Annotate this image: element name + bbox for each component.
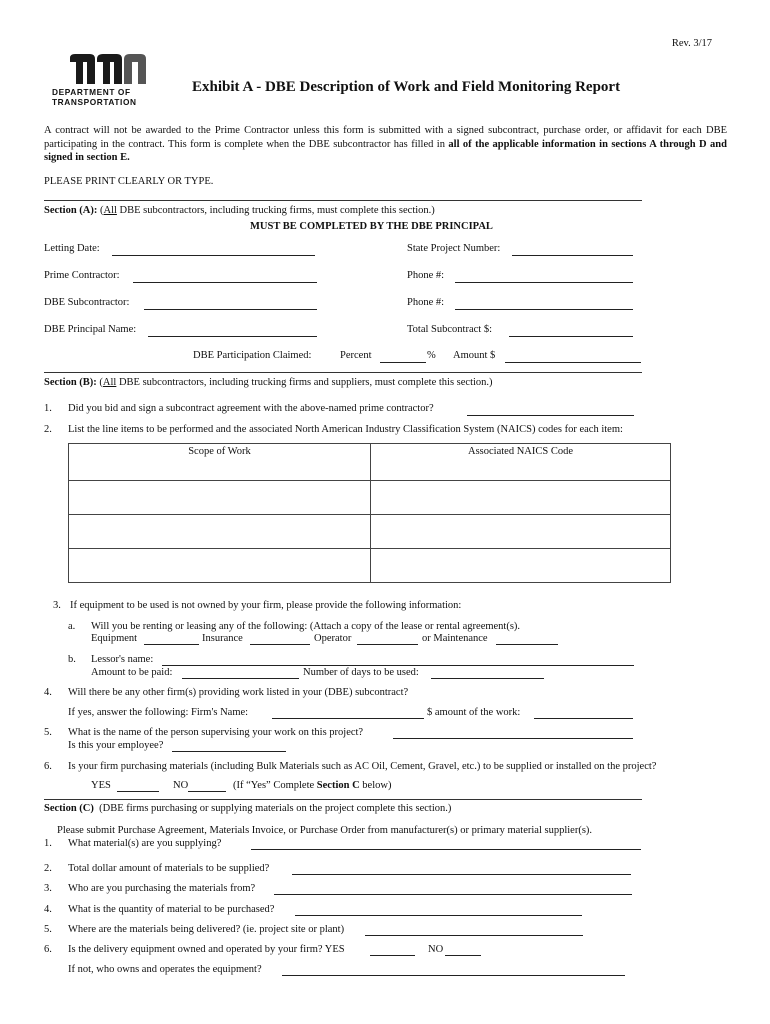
c-q6-number: 6. (44, 944, 52, 955)
prime-contractor-field[interactable] (133, 282, 317, 283)
dbe-principal-name-label: DBE Principal Name: (44, 324, 137, 335)
dbe-subcontractor-label: DBE Subcontractor: (44, 297, 130, 308)
b-q6-no-label: NO (173, 780, 189, 791)
b-q4-amount-label: $ amount of the work: (427, 707, 521, 718)
equipment-field[interactable] (144, 644, 199, 645)
phone-1-label: Phone #: (407, 270, 445, 281)
letting-date-field[interactable] (112, 255, 315, 256)
print-note: PLEASE PRINT CLEARLY OR TYPE. (44, 176, 214, 187)
section-a-header (44, 205, 435, 216)
b-q3-text: If equipment to be used is not owned by your firm, please provide the following information: (70, 600, 462, 611)
supervisor-name-field[interactable] (393, 738, 633, 739)
section-a-banner: MUST BE COMPLETED BY THE DBE PRINCIPAL (250, 221, 493, 232)
percent-label: Percent (340, 350, 372, 361)
b-q4-number: 4. (44, 687, 52, 698)
percent-sign: % (427, 350, 436, 361)
c-q5-number: 5. (44, 924, 52, 935)
intro-paragraph (44, 124, 727, 165)
section-c-rule (44, 799, 642, 800)
amount-label: Amount $ (453, 350, 496, 361)
b-q6-no-field[interactable] (188, 791, 226, 792)
table-row (69, 515, 671, 549)
mndot-logo (52, 54, 152, 106)
section-c-header (44, 803, 451, 814)
b-q6-note-post: below) (359, 780, 392, 791)
scope-cell[interactable] (69, 515, 371, 549)
section-b-note-all: All (102, 377, 117, 388)
dbe-subcontractor-field[interactable] (144, 309, 317, 310)
b-q6-note-pre: (If “Yes” Complete (233, 780, 317, 791)
naics-code-header: Associated NAICS Code (371, 444, 671, 481)
maintenance-field[interactable] (496, 644, 558, 645)
revision-label: Rev. 3/17 (671, 38, 712, 49)
section-c-instruction: Please submit Purchase Agreement, Materials Invoice, or Purchase Order from manufacturer(s) or primary material supplier(s). (57, 825, 593, 836)
b-q3a-maintenance-label: or Maintenance (422, 633, 488, 644)
b-q3b-days-label: Number of days to be used: (303, 667, 419, 678)
mn-logo-icon (70, 54, 146, 84)
b-q1-field[interactable] (467, 415, 634, 416)
phone-2-label: Phone #: (407, 297, 445, 308)
scope-cell[interactable] (69, 481, 371, 515)
b-q3a-text: Will you be renting or leasing any of the following: (Attach a copy of the lease or rental agreement(s). (91, 621, 521, 632)
c-q6-text: Is the delivery equipment owned and operated by your firm? YES (68, 944, 345, 955)
section-c-label: Section (C) (44, 803, 94, 814)
intro-text: A contract will not be awarded to the Prime Contractor unless this form is submitted with a signed subcontract, purchase order, or affidavit for each DBE participating in the contract. This form is complete when the DBE subcontractor has filled in (44, 125, 727, 150)
naics-cell[interactable] (371, 481, 671, 515)
c-q2-text: Total dollar amount of materials to be supplied? (68, 863, 270, 874)
section-a-rule (44, 200, 642, 201)
section-b-label: Section (B): (44, 377, 97, 388)
b-q3a-operator-label: Operator (314, 633, 352, 644)
section-b-note: DBE subcontractors, including trucking firms and suppliers, must complete this section.) (116, 377, 493, 388)
b-q3a-equipment-label: Equipment (91, 633, 138, 644)
section-a-note-all: All (103, 205, 117, 216)
amount-of-work-field[interactable] (534, 718, 633, 719)
b-q5-text: What is the name of the person supervising your work on this project? (68, 727, 364, 738)
table-row (69, 549, 671, 583)
b-q3b-amount-label: Amount to be paid: (91, 667, 173, 678)
section-c-note: (DBE firms purchasing or supplying materials on the project complete this section.) (99, 803, 452, 814)
b-q2-number: 2. (44, 424, 52, 435)
phone-1-field[interactable] (455, 282, 633, 283)
c-q6-yes-field[interactable] (370, 955, 415, 956)
b-q3a-insurance-label: Insurance (202, 633, 243, 644)
section-a-note: DBE subcontractors, including trucking firms, must complete this section.) (116, 205, 435, 216)
intro-bold-text: all of the applicable information in sections A through D and signed in section E. (44, 138, 727, 163)
b-q1-number: 1. (44, 403, 52, 414)
section-b-rule (44, 372, 642, 373)
amount-paid-field[interactable] (182, 678, 299, 679)
logo-line-2: TRANSPORTATION (52, 97, 137, 107)
c-q6-ifnot-label: If not, who owns and operates the equipment? (68, 964, 262, 975)
b-q4-text: Will there be any other firm(s) providing work listed in your (DBE) subcontract? (68, 687, 409, 698)
c-q3-number: 3. (44, 883, 52, 894)
c-q1-text: What material(s) are you supplying? (68, 838, 222, 849)
c-q4-number: 4. (44, 904, 52, 915)
logo-line-1: DEPARTMENT OF (52, 87, 131, 97)
phone-2-field[interactable] (455, 309, 633, 310)
b-q5-number: 5. (44, 727, 52, 738)
b-q1-text: Did you bid and sign a subcontract agreement with the above-named prime contractor? (68, 403, 434, 414)
naics-cell[interactable] (371, 549, 671, 583)
b-q5-employee-label: Is this your employee? (68, 740, 164, 751)
state-project-number-label: State Project Number: (407, 243, 501, 254)
c-q6-no-label: NO (428, 944, 444, 955)
c-q1-field[interactable] (251, 849, 641, 850)
b-q2-text: List the line items to be performed and the associated North American Industry Classification System (NAICS) codes for each item: (68, 424, 623, 435)
page-title: Exhibit A - DBE Description of Work and Field Monitoring Report (192, 79, 621, 95)
state-project-number-field[interactable] (512, 255, 633, 256)
total-subcontract-label: Total Subcontract $: (407, 324, 492, 335)
scope-cell[interactable] (69, 549, 371, 583)
amount-field[interactable] (505, 362, 641, 363)
c-q3-field[interactable] (274, 894, 632, 895)
c-q5-text: Where are the materials being delivered? (ie. project site or plant) (68, 924, 345, 935)
b-q3a-letter: a. (68, 621, 76, 632)
c-q2-field[interactable] (292, 874, 631, 875)
c-q1-number: 1. (44, 838, 52, 849)
section-a-label: Section (A): (44, 205, 98, 216)
insurance-field[interactable] (250, 644, 310, 645)
b-q3b-letter: b. (68, 654, 76, 665)
firm-name-field[interactable] (272, 718, 424, 719)
naics-cell[interactable] (371, 515, 671, 549)
total-subcontract-field[interactable] (509, 336, 633, 337)
b-q3b-lessor-label: Lessor's name: (91, 654, 154, 665)
c-q4-field[interactable] (295, 915, 582, 916)
b-q6-note-bold: Section C (316, 780, 360, 791)
c-q4-text: What is the quantity of material to be purchased? (68, 904, 275, 915)
b-q6-yes-field[interactable] (117, 791, 159, 792)
percent-field[interactable] (380, 362, 426, 363)
b-q6-text: Is your firm purchasing materials (including Bulk Materials such as AC Oil, Cement, Gravel, etc.) to be supplied or installed on the project? (68, 761, 657, 772)
b-q6-yes-label: YES (91, 780, 111, 791)
dbe-principal-name-field[interactable] (148, 336, 317, 337)
participation-claimed-label: DBE Participation Claimed: (193, 350, 312, 361)
c-q2-number: 2. (44, 863, 52, 874)
b-q6-number: 6. (44, 761, 52, 772)
c-q5-field[interactable] (365, 935, 583, 936)
section-b-header (44, 377, 493, 388)
section-b-note-prefix: ( (99, 377, 103, 388)
operator-field[interactable] (357, 644, 418, 645)
table-row (69, 481, 671, 515)
scope-naics-table (68, 443, 671, 583)
c-q3-text: Who are you purchasing the materials from? (68, 883, 256, 894)
days-used-field[interactable] (431, 678, 544, 679)
prime-contractor-label: Prime Contractor: (44, 270, 120, 281)
scope-of-work-header: Scope of Work (69, 444, 371, 481)
b-q3-number: 3. (53, 600, 61, 611)
b-q4-firm-label: If yes, answer the following: Firm's Name: (68, 707, 249, 718)
employee-field[interactable] (172, 751, 286, 752)
section-a-note-prefix: ( (100, 205, 104, 216)
lessor-name-field[interactable] (162, 665, 634, 666)
table-header-row (69, 444, 671, 481)
letting-date-label: Letting Date: (44, 243, 100, 254)
c-q6-ifnot-field[interactable] (282, 975, 625, 976)
c-q6-no-field[interactable] (445, 955, 481, 956)
b-q6-note (233, 780, 391, 791)
